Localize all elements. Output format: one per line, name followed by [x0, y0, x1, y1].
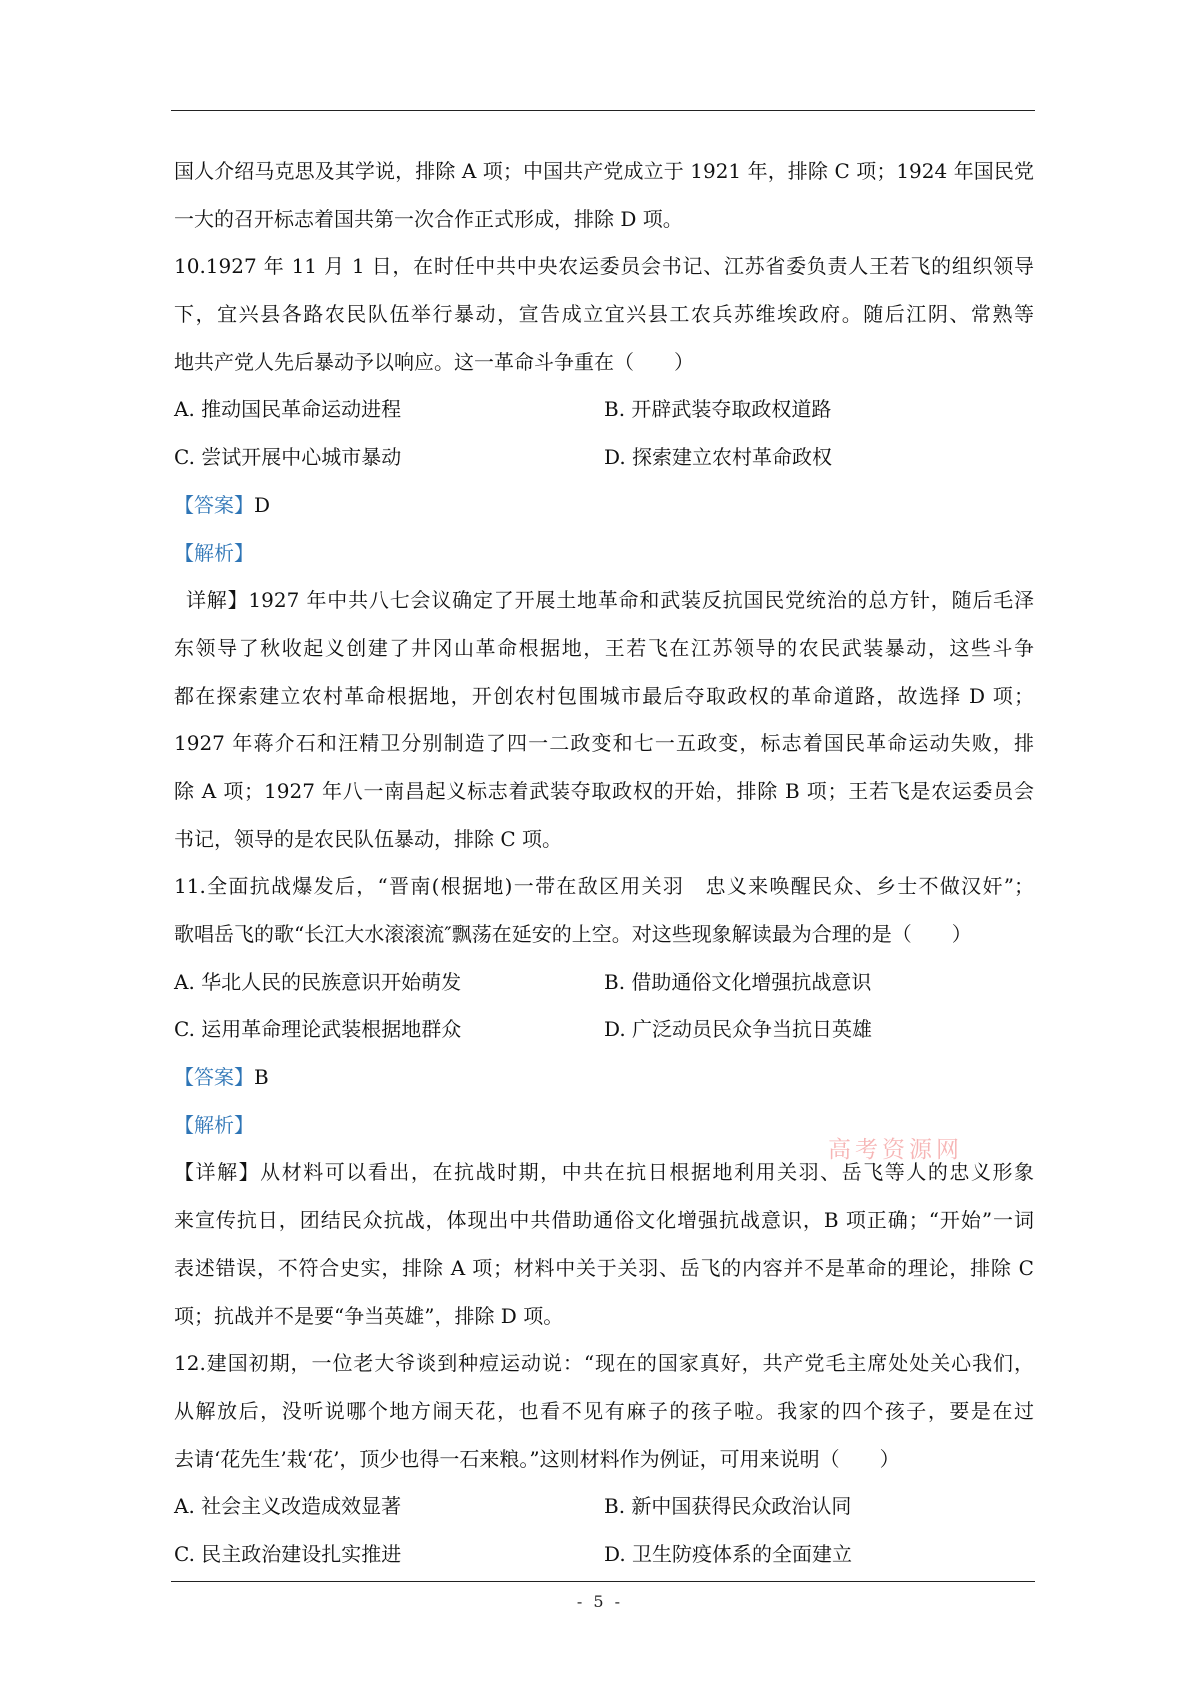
answer-value: B [254, 1065, 269, 1090]
q10-analysis-label: 【解析】 [174, 540, 254, 565]
q11-analysis-label: 【解析】 [174, 1112, 254, 1137]
q10-detail: 1927 年蒋介石和汪精卫分别制造了四一二政变和七一五政变，标志着国民革命运动失败，排 [174, 731, 1034, 756]
text-line: 下，宜兴县各路农民队伍举行暴动，宣告成立宜兴县工农兵苏维埃政府。随后江阴、常熟等 [174, 302, 1034, 327]
q11-detail: 项；抗战并不是要“争当英雄”，排除 D 项。 [174, 1303, 564, 1328]
q10-option-c: C. 尝试开展中心城市暴动 [174, 445, 402, 470]
q10-options-row-2 [174, 434, 1034, 482]
q12-option-a: A. 社会主义改造成效显著 [174, 1494, 402, 1519]
q10-detail: 除 A 项；1927 年八一南昌起义标志着武装夺取政权的开始，排除 B 项；王若飞是农运委员会 [174, 778, 1034, 803]
q11-option-c: C. 运用革命理论武装根据地群众 [174, 1017, 462, 1042]
page-content [174, 148, 1034, 1579]
question-11-stem: 11.全面抗战爆发后，“晋南(根据地)一带在敌区用关羽 忠义来唤醒民众、乡士不做汉奸”； [174, 874, 1034, 899]
answer-label: 【答案】 [174, 492, 254, 517]
answer-label: 【答案】 [174, 1065, 254, 1090]
q10-option-b: B. 开辟武装夺取政权道路 [604, 397, 832, 422]
q12-option-b: B. 新中国获得民众政治认同 [604, 1494, 852, 1519]
question-12-stem: 去请‘花先生’栽‘花’，顶少也得一石来粮。”这则材料作为例证，可用来说明（ ） [174, 1446, 900, 1471]
q11-options-row-2 [174, 1006, 1034, 1054]
text-line: 一大的召开标志着国共第一次合作正式形成，排除 D 项。 [174, 206, 683, 231]
q11-detail: 【详解】从材料可以看出，在抗战时期，中共在抗日根据地利用关羽、岳飞等人的忠义形象 [174, 1160, 1034, 1185]
q11-answer [174, 1054, 1034, 1102]
q10-detail: 书记，领导的是农民队伍暴动，排除 C 项。 [174, 826, 563, 851]
q10-option-a: A. 推动国民革命运动进程 [174, 397, 402, 422]
q10-detail: 都在探索建立农村革命根据地，开创农村包围城市最后夺取政权的革命道路，故选择 D 项； [174, 683, 1034, 708]
watermark-logo: 高考资源网 [828, 1137, 963, 1163]
q10-detail: 东领导了秋收起义创建了井冈山革命根据地，王若飞在江苏领导的农民武装暴动，这些斗争 [174, 635, 1034, 660]
question-10-stem: 10.1927 年 11 月 1 日，在时任中共中央农运委员会书记、江苏省委负责人王若飞的组织领导 [174, 254, 1034, 279]
header-rule [171, 110, 1035, 111]
question-12-stem: 从解放后，没听说哪个地方闹天花，也看不见有麻子的孩子啦。我家的四个孩子，要是在过 [174, 1398, 1034, 1423]
q11-detail: 来宣传抗日，团结民众抗战，体现出中共借助通俗文化增强抗战意识，B 项正确；“开始”一词 [174, 1208, 1034, 1233]
q10-option-d: D. 探索建立农村革命政权 [604, 445, 833, 470]
question-11-stem: 歌唱岳飞的歌“长江大水滚滚流″飘荡在延安的上空。对这些现象解读最为合理的是（ ） [174, 922, 972, 946]
q12-options-row-2 [174, 1531, 1034, 1579]
q12-option-d: D. 卫生防疫体系的全面建立 [604, 1541, 853, 1566]
q10-detail: 详解】1927 年中共八七会议确定了开展土地革命和武装反抗国民党统治的总方针，随后毛泽 [186, 588, 1034, 613]
q10-options-row-1 [174, 386, 1034, 434]
q11-option-a: A. 华北人民的民族意识开始萌发 [174, 969, 462, 994]
q10-answer [174, 482, 1034, 530]
q11-detail: 表述错误，不符合史实，排除 A 项；材料中关于关羽、岳飞的内容并不是革命的理论，排除 C [174, 1255, 1034, 1280]
q11-option-b: B. 借助通俗文化增强抗战意识 [604, 969, 872, 994]
q11-options-row-1 [174, 959, 1034, 1007]
question-12-stem: 12.建国初期，一位老大爷谈到种痘运动说：“现在的国家真好，共产党毛主席处处关心我们， [174, 1351, 1034, 1376]
page-number: - 5 - [576, 1592, 624, 1611]
q12-option-c: C. 民主政治建设扎实推进 [174, 1541, 402, 1566]
text-line: 国人介绍马克思及其学说，排除 A 项；中国共产党成立于 1921 年，排除 C 项；1924 年国民党 [174, 159, 1034, 183]
q12-options-row-1 [174, 1483, 1034, 1531]
q11-option-d: D. 广泛动员民众争当抗日英雄 [604, 1017, 873, 1042]
answer-value: D [254, 492, 271, 517]
text-line: 地共产党人先后暴动予以响应。这一革命斗争重在（ ） [174, 349, 694, 374]
footer-rule [171, 1581, 1035, 1582]
